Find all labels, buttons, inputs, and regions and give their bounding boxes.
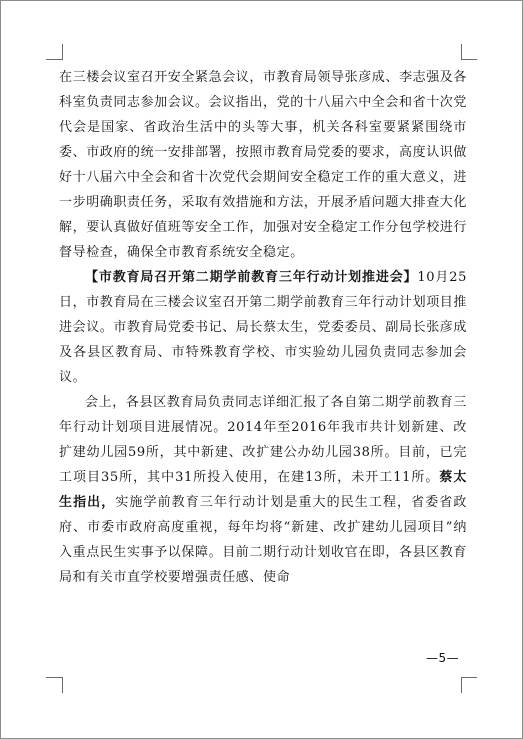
paragraph-text: 在三楼会议室召开安全紧急会议，市教育局领导张彦成、李志强及各科室负责同志参加会议。会议指出，党的十八届六中全会和省十次党代会是国家、省政治生活中的头等大事，机关各科室要紧紧围绕市委、市政府的统一安排部署，按照市教育局党委的要求，高度认识做好十八届六中全会和省十次党代会期间安全稳定工作的重大意义，进一步明确职责任务，采取有效措施和方法，开展矛盾问题大排查大化解，要认真做好值班等安全工作，加强对安全稳定工作分包学校进行督导检查，确保全市教育系统安全稳定。 bbox=[59, 70, 468, 260]
crop-mark-top-left-v bbox=[62, 44, 63, 60]
page-number: —5— bbox=[426, 651, 460, 665]
paragraph-preschool-meeting bbox=[59, 265, 467, 390]
paragraph-text: 10月25日，市教育局在三楼会议室召开第二期学前教育三年行动计划项目推进会议。市教育局党委书记、局长蔡太生，党委委员、副局长张彦成及各县区教育局、市特殊教育学校、市实验幼儿园负责同志参加会议。 bbox=[59, 270, 468, 385]
document-body bbox=[59, 65, 467, 590]
news-headline: 【市教育局召开第二期学前教育三年行动计划推进会】 bbox=[85, 270, 418, 285]
speaker-emphasis: 蔡太生指出， bbox=[59, 470, 468, 510]
crop-mark-bottom-left-v bbox=[62, 677, 63, 693]
crop-mark-top-right-v bbox=[461, 44, 462, 60]
paragraph-text: 会上，各县区教育局负责同志详细汇报了各自第二期学前教育三年行动计划项目进展情况。2014年至2016年我市共计划新建、改扩建幼儿园59所，其中新建、改扩建公办幼儿园38所。目前，已完工项目35所，其中31所投入使用，在建13所，未开工11所。 bbox=[59, 395, 467, 485]
paragraph-safety-meeting bbox=[59, 65, 467, 265]
paragraph-progress-report bbox=[59, 390, 467, 590]
crop-mark-top-right-h bbox=[461, 59, 477, 60]
crop-mark-bottom-right-h bbox=[461, 677, 477, 678]
paragraph-text: 实施学前教育三年行动计划是重大的民生工程，省委省政府、市委市政府高度重视，每年均将“新建、改扩建幼儿园项目”纳入重点民生实事予以保障。目前二期行动计划收官在即，各县区教育局和有关市直学校要增强责任感、使命 bbox=[59, 495, 468, 585]
crop-mark-bottom-right-v bbox=[461, 677, 462, 693]
crop-mark-bottom-left-h bbox=[46, 677, 62, 678]
crop-mark-top-left-h bbox=[46, 59, 62, 60]
